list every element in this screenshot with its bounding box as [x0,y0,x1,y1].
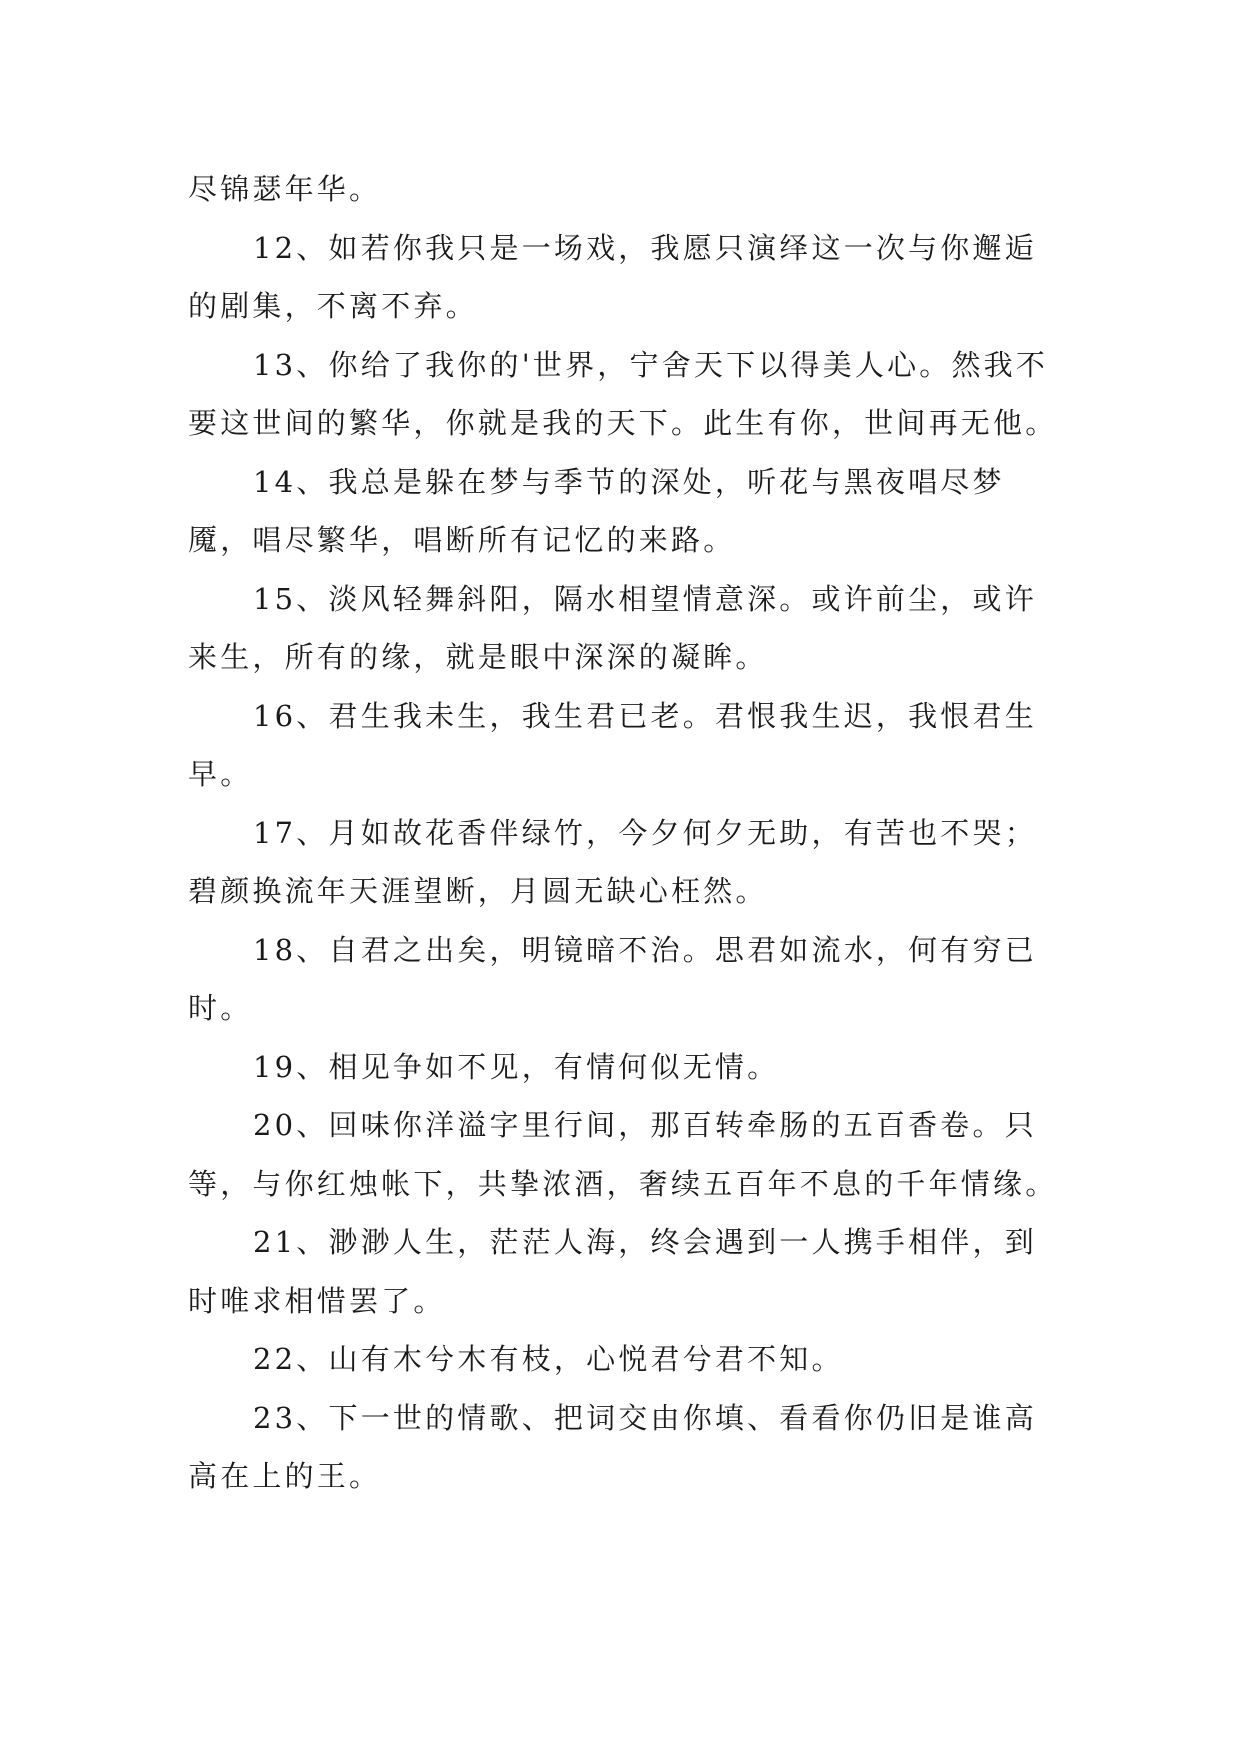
quote-21: 21、渺渺人生，茫茫人海，终会遇到一人携手相伴，到时唯求相惜罢了。 [188,1225,1037,1318]
quote-18: 18、自君之出矣，明镜暗不治。思君如流水，何有穷已时。 [188,932,1037,1025]
quote-23: 23、下一世的情歌、把词交由你填、看看你仍旧是谁高高在上的王。 [188,1400,1037,1493]
quote-19: 19、相见争如不见，有情何似无情。 [253,1049,780,1084]
quote-22: 22、山有木兮木有枝，心悦君兮君不知。 [253,1342,844,1376]
quote-12: 12、如若你我只是一场戏，我愿只演绎这一次与你邂逅的剧集，不离不弃。 [188,230,1037,323]
document-body [188,160,1068,1506]
quote-16: 16、君生我未生，我生君已老。君恨我生迟，我恨君生早。 [188,698,1037,791]
paragraph-continuation: 尽锦瑟年华。 [188,172,382,206]
quote-20: 20、回味你洋溢字里行间，那百转牵肠的五百香卷。只等，与你红烛帐下，共挚浓酒，奢续五百年不息的千年情缘。 [188,1108,1058,1201]
quote-15: 15、淡风轻舞斜阳，隔水相望情意深。或许前尘，或许来生，所有的缘，就是眼中深深的凝眸。 [188,581,1037,674]
quote-17: 17、月如故花香伴绿竹，今夕何夕无助，有苦也不哭；碧颜换流年天涯望断，月圆无缺心枉然。 [188,815,1037,908]
quote-14: 14、我总是躲在梦与季节的深处，听花与黑夜唱尽梦魇，唱尽繁华，唱断所有记忆的来路。 [188,464,1005,557]
quote-13: 13、你给了我你的'世界，宁舍天下以得美人心。然我不要这世间的繁华，你就是我的天下。此生有你，世间再无他。 [188,347,1058,440]
